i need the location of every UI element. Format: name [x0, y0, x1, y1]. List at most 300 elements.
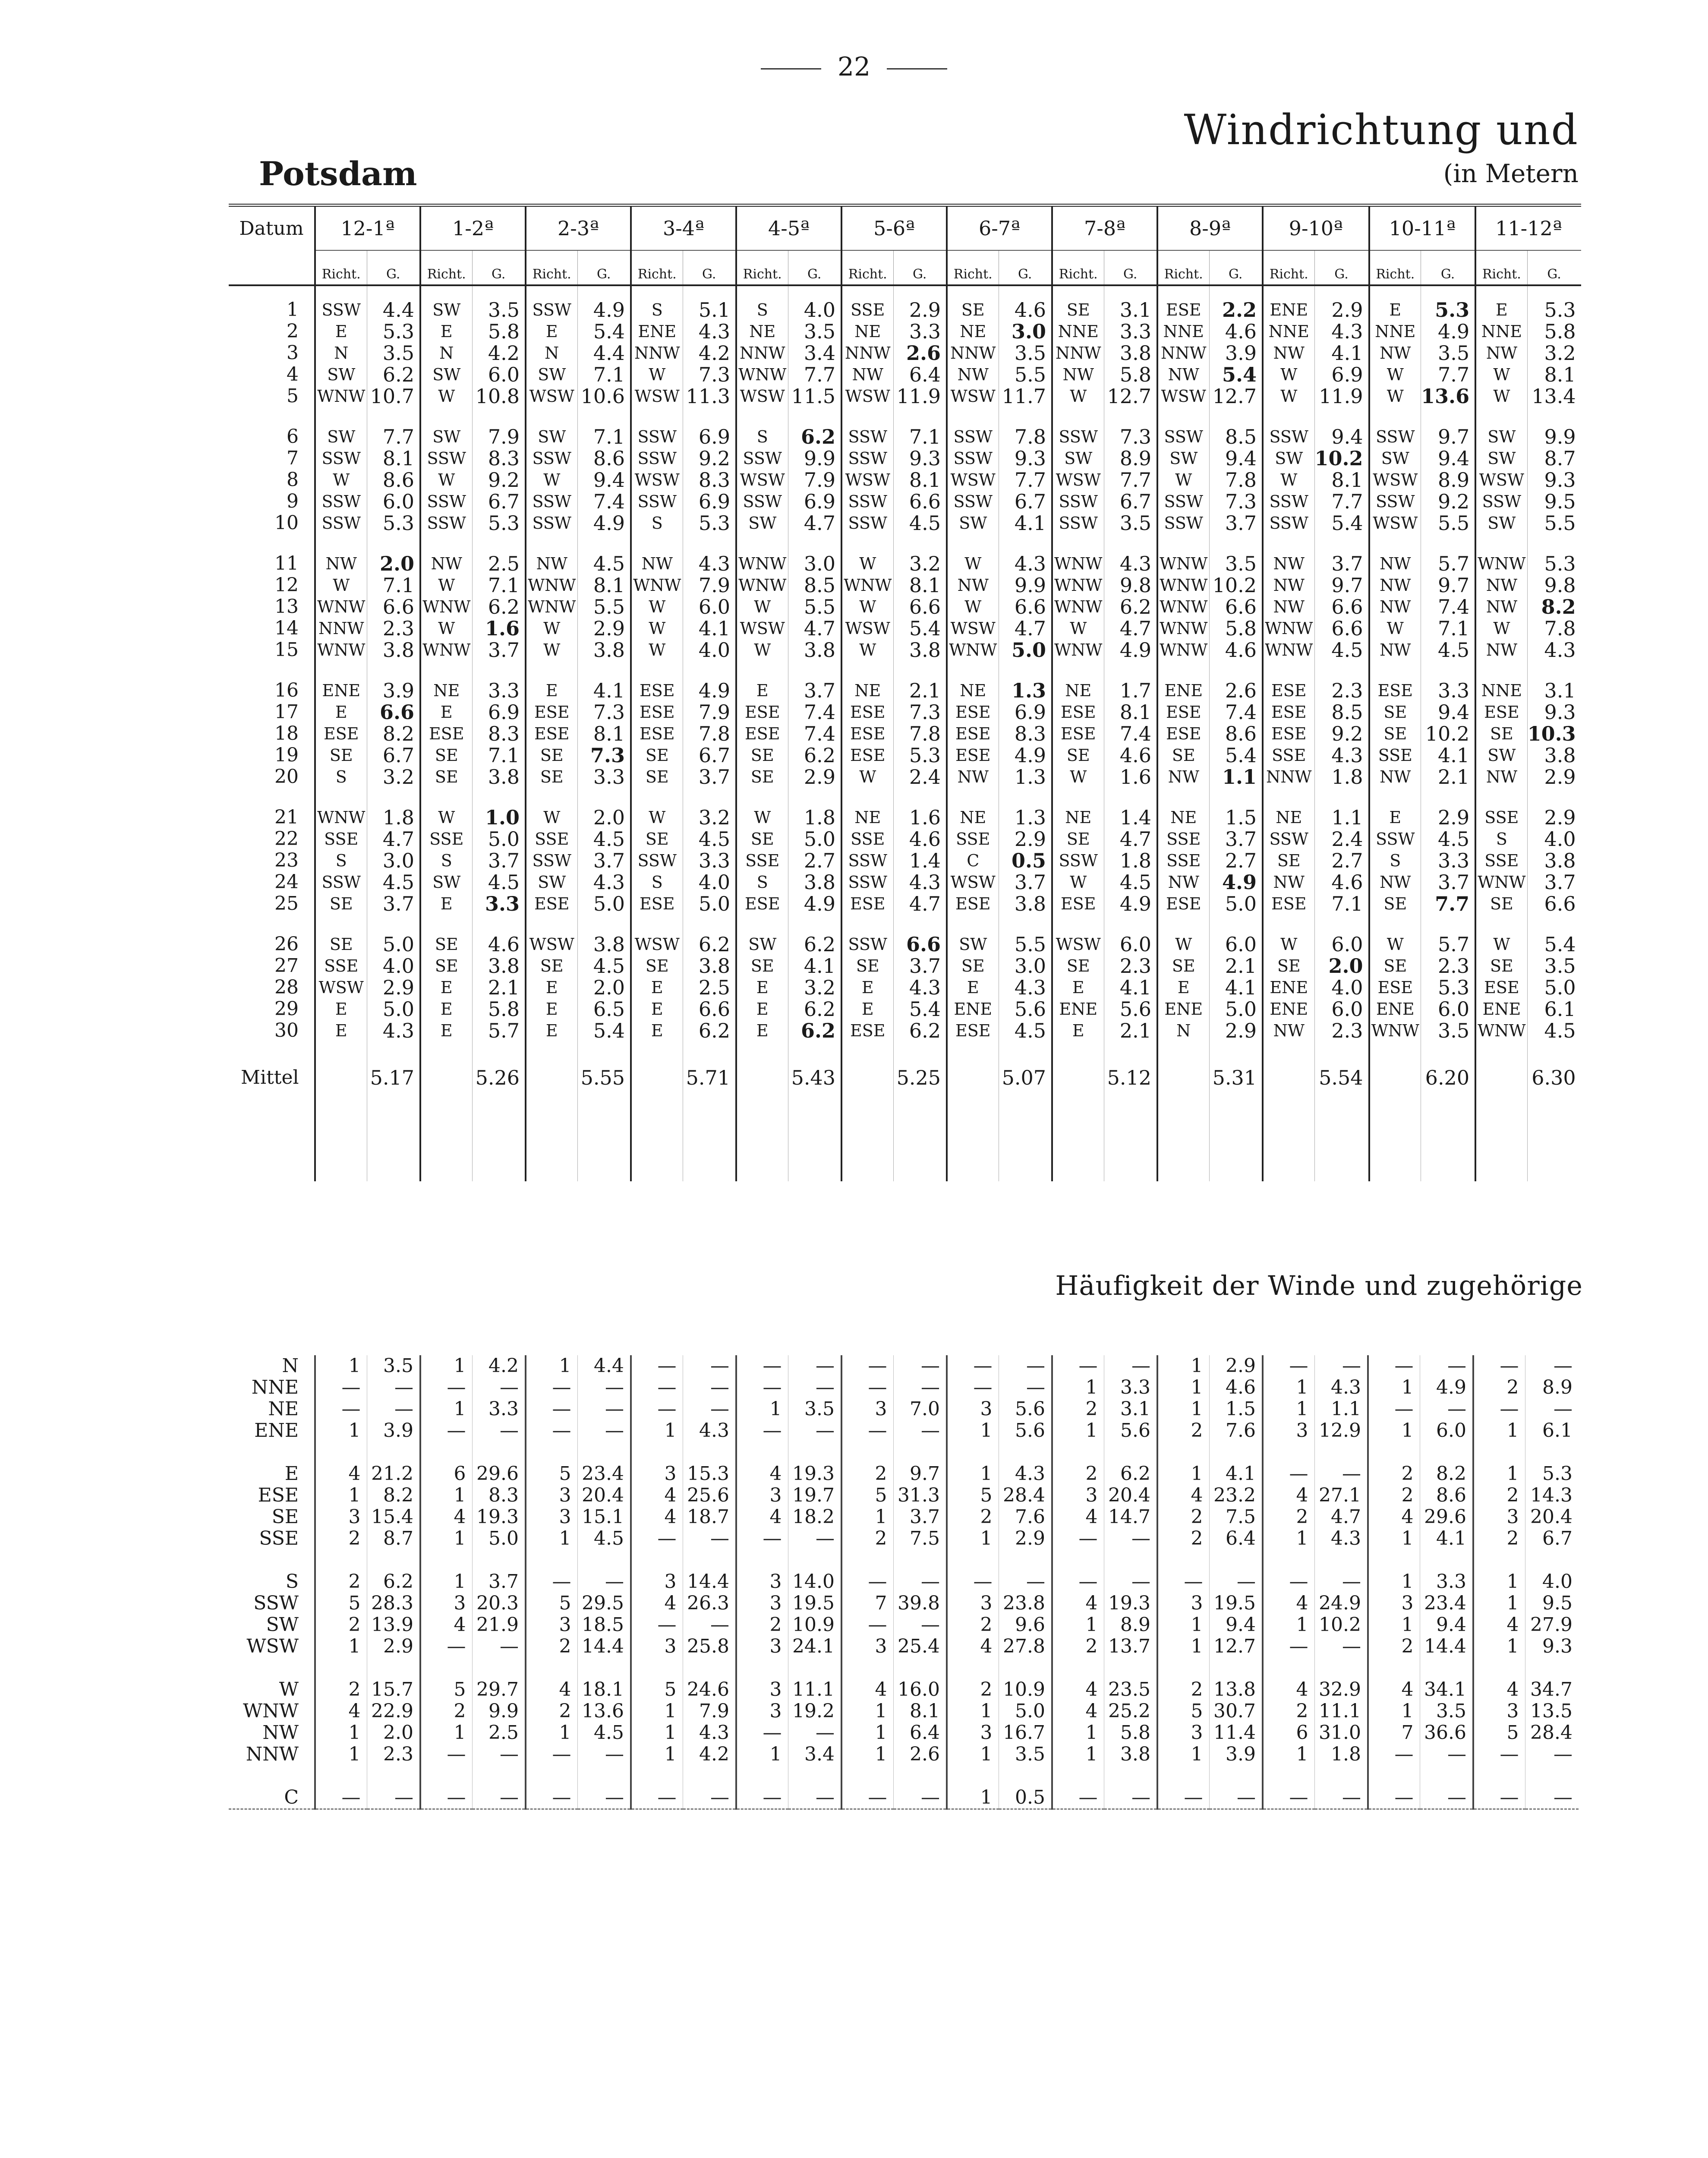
gap-cell	[1475, 915, 1527, 934]
wind-speed: 7.9	[683, 701, 736, 723]
wind-direction: WNW	[736, 553, 788, 574]
wind-speed-sum: —	[683, 1355, 736, 1377]
wind-speed: 7.3	[1209, 491, 1263, 512]
wind-speed: 4.0	[683, 871, 736, 893]
wind-speed: 3.8	[893, 639, 947, 661]
wind-count: 3	[631, 1636, 683, 1657]
wind-count: 2	[315, 1679, 367, 1701]
wind-speed: 4.1	[1209, 977, 1263, 998]
wind-direction: W	[1369, 385, 1421, 407]
wind-speed: 3.7	[577, 850, 631, 871]
wind-speed: 3.8	[999, 893, 1052, 915]
wind-direction: NE	[947, 321, 999, 342]
wind-direction: SE	[315, 934, 367, 955]
wind-count: 4	[1052, 1593, 1104, 1614]
wind-direction: W	[315, 574, 367, 596]
wind-speed-sum: —	[683, 1377, 736, 1398]
wind-count: 1	[1052, 1420, 1104, 1442]
wind-speed: 3.8	[788, 871, 841, 893]
wind-speed: 6.2	[788, 426, 841, 448]
wind-speed: 3.0	[367, 850, 420, 871]
wind-count: —	[315, 1398, 367, 1420]
group-gap	[229, 1765, 1579, 1787]
wind-speed-sum: 10.9	[999, 1679, 1052, 1701]
wind-speed-sum: —	[788, 1355, 841, 1377]
speed-subheader: G.	[367, 250, 420, 285]
wind-speed: 4.6	[472, 934, 526, 955]
wind-speed: 1.6	[1104, 766, 1157, 788]
wind-speed-sum: —	[472, 1636, 526, 1657]
wind-direction-label: NNE	[251, 1377, 299, 1398]
wind-direction: SSW	[1369, 828, 1421, 850]
wind-speed-sum: 18.2	[788, 1506, 841, 1528]
wind-direction: WSW	[1369, 512, 1421, 534]
wind-speed: 2.4	[1314, 828, 1369, 850]
wind-direction: E	[315, 998, 367, 1020]
wind-direction: SSW	[1052, 426, 1104, 448]
wind-speed: 4.4	[577, 342, 631, 364]
mean-spacer	[736, 1060, 788, 1095]
wind-speed: 5.8	[472, 321, 526, 342]
tail-cell	[577, 1095, 631, 1181]
wind-speed: 4.7	[788, 512, 841, 534]
wind-speed: 3.2	[893, 553, 947, 574]
wind-direction: ESE	[841, 723, 893, 745]
wind-speed: 5.5	[999, 934, 1052, 955]
wind-speed-sum: 32.9	[1314, 1679, 1368, 1701]
wind-direction: E	[1369, 285, 1421, 321]
wind-speed: 4.9	[577, 512, 631, 534]
wind-count: 3	[841, 1636, 893, 1657]
wind-count: 2	[1368, 1463, 1420, 1485]
wind-direction: WNW	[1052, 639, 1104, 661]
wind-speed-sum: —	[893, 1420, 947, 1442]
wind-count: 1	[841, 1506, 893, 1528]
wind-direction: E	[631, 977, 683, 998]
wind-direction: SE	[420, 934, 472, 955]
tail-cell	[1314, 1095, 1369, 1181]
wind-direction: SW	[420, 871, 472, 893]
wind-direction: NNW	[1052, 342, 1104, 364]
wind-speed-sum: 3.5	[367, 1355, 420, 1377]
wind-count: 2	[736, 1614, 788, 1636]
wind-direction: WSW	[736, 618, 788, 639]
wind-direction: SSW	[1052, 850, 1104, 871]
day-number: 3	[287, 342, 299, 364]
wind-direction: W	[420, 385, 472, 407]
wind-direction: ESE	[631, 893, 683, 915]
wind-direction: W	[1475, 618, 1527, 639]
wind-speed: 3.7	[893, 955, 947, 977]
wind-direction: E	[420, 998, 472, 1020]
wind-speed: 4.1	[683, 618, 736, 639]
wind-speed-sum: 14.7	[1104, 1506, 1157, 1528]
wind-speed-sum: 23.5	[1104, 1679, 1157, 1701]
wind-direction: WSW	[1052, 469, 1104, 491]
wind-count: 3	[947, 1722, 999, 1744]
wind-speed: 9.7	[1421, 426, 1476, 448]
wind-speed: 4.7	[1104, 618, 1157, 639]
wind-speed-sum: 3.3	[1104, 1377, 1157, 1398]
wind-speed-sum: 24.6	[683, 1679, 736, 1701]
wind-speed: 3.8	[1527, 745, 1581, 766]
mean-value: 5.12	[1104, 1060, 1157, 1095]
wind-direction: W	[736, 596, 788, 618]
day-number: 21	[274, 807, 299, 828]
wind-direction: WNW	[315, 807, 367, 828]
wind-speed: 4.0	[367, 955, 420, 977]
wind-direction: W	[1475, 385, 1527, 407]
gap-cell	[1157, 915, 1209, 934]
wind-count: 1	[1263, 1744, 1314, 1765]
gap-cell	[1104, 915, 1157, 934]
wind-speed: 6.2	[788, 998, 841, 1020]
wind-speed: 3.3	[472, 680, 526, 701]
gap-cell	[1527, 534, 1581, 553]
wind-speed-sum: —	[1420, 1355, 1473, 1377]
wind-speed: 3.5	[999, 342, 1052, 364]
date-header: Datum	[239, 218, 304, 240]
wind-speed: 7.8	[1527, 618, 1581, 639]
wind-speed-sum: 12.9	[1314, 1420, 1368, 1442]
gap-cell	[1314, 1041, 1369, 1060]
wind-direction: SE	[526, 955, 577, 977]
wind-speed-sum: 19.3	[788, 1463, 841, 1485]
day-number: 8	[287, 469, 299, 491]
wind-count: 1	[631, 1722, 683, 1744]
direction-subheader: Richt.	[526, 250, 577, 285]
wind-direction: SW	[526, 426, 577, 448]
gap-cell	[736, 1442, 788, 1463]
wind-speed: 3.0	[999, 321, 1052, 342]
wind-speed: 1.3	[999, 807, 1052, 828]
gap-cell	[1157, 1442, 1209, 1463]
gap-cell	[947, 1657, 999, 1679]
wind-direction: SSE	[1475, 807, 1527, 828]
wind-speed-sum: 5.0	[472, 1528, 526, 1549]
wind-speed-sum: —	[577, 1377, 631, 1398]
wind-direction: NNE	[1052, 321, 1104, 342]
wind-direction: SE	[526, 745, 577, 766]
wind-speed-sum: —	[788, 1377, 841, 1398]
wind-speed: 2.6	[1209, 680, 1263, 701]
wind-speed-sum: 5.3	[1525, 1463, 1579, 1485]
wind-direction: NW	[420, 553, 472, 574]
gap-cell	[1263, 661, 1314, 680]
gap-cell	[315, 534, 367, 553]
wind-speed-sum: 39.8	[893, 1593, 947, 1614]
wind-count: 3	[631, 1571, 683, 1593]
gap-cell	[1209, 788, 1263, 807]
wind-speed-sum: 14.0	[788, 1571, 841, 1593]
wind-speed: 7.9	[683, 574, 736, 596]
speed-subheader: G.	[893, 250, 947, 285]
wind-count: —	[420, 1787, 472, 1809]
wind-direction: ESE	[420, 723, 472, 745]
wind-speed: 1.3	[999, 766, 1052, 788]
wind-count: 1	[1473, 1571, 1525, 1593]
tail-cell	[999, 1095, 1052, 1181]
gap-cell	[683, 1765, 736, 1787]
wind-speed-sum: 20.3	[472, 1593, 526, 1614]
wind-speed: 2.7	[788, 850, 841, 871]
wind-speed: 7.7	[1314, 491, 1369, 512]
wind-direction: W	[1052, 385, 1104, 407]
wind-speed: 4.2	[472, 342, 526, 364]
tail-cell	[893, 1095, 947, 1181]
wind-speed-sum: 24.9	[1314, 1593, 1368, 1614]
wind-direction-label: E	[284, 1463, 299, 1485]
gap-cell	[736, 1041, 788, 1060]
wind-direction: NW	[526, 553, 577, 574]
mean-value: 5.71	[683, 1060, 736, 1095]
wind-direction: WSW	[1052, 934, 1104, 955]
wind-speed: 2.9	[893, 285, 947, 321]
wind-speed: 5.0	[1209, 893, 1263, 915]
wind-speed: 13.4	[1527, 385, 1581, 407]
gap-cell	[315, 407, 367, 426]
gap-cell	[1104, 1041, 1157, 1060]
table-row	[229, 596, 1581, 618]
wind-speed-sum: 6.2	[1104, 1463, 1157, 1485]
group-gap	[229, 407, 1581, 426]
wind-speed-sum: 2.9	[1209, 1355, 1263, 1377]
wind-direction: ESE	[947, 745, 999, 766]
mean-spacer	[315, 1060, 367, 1095]
wind-count: 2	[1157, 1679, 1209, 1701]
gap-cell	[841, 407, 893, 426]
tail-cell	[1157, 1095, 1209, 1181]
wind-count: —	[1473, 1398, 1525, 1420]
wind-count: 1	[947, 1463, 999, 1485]
wind-direction: ENE	[1263, 977, 1314, 998]
wind-direction: W	[631, 618, 683, 639]
gap-cell	[788, 1442, 841, 1463]
wind-count: —	[631, 1787, 683, 1809]
wind-direction: ESE	[1157, 285, 1209, 321]
gap-cell	[1052, 1442, 1104, 1463]
wind-speed: 8.9	[1421, 469, 1476, 491]
gap-cell	[1527, 915, 1581, 934]
wind-speed: 2.0	[1314, 955, 1369, 977]
wind-count: —	[1263, 1355, 1314, 1377]
wind-speed: 1.8	[1314, 766, 1369, 788]
gap-cell	[736, 915, 788, 934]
mean-spacer	[1052, 1060, 1104, 1095]
wind-speed: 3.8	[472, 766, 526, 788]
wind-direction: NNW	[947, 342, 999, 364]
day-number: 15	[274, 639, 299, 661]
wind-speed: 7.8	[999, 426, 1052, 448]
wind-speed: 5.6	[1104, 998, 1157, 1020]
wind-speed: 7.4	[1209, 701, 1263, 723]
wind-speed: 2.1	[472, 977, 526, 998]
gap-cell	[367, 407, 420, 426]
gap-cell	[229, 788, 315, 807]
wind-speed: 6.6	[1527, 893, 1581, 915]
gap-cell	[631, 1657, 683, 1679]
wind-count: 1	[1368, 1614, 1420, 1636]
wind-direction: SW	[315, 426, 367, 448]
wind-count: 1	[947, 1744, 999, 1765]
wind-speed: 2.9	[1421, 807, 1476, 828]
wind-speed-sum: —	[1104, 1355, 1157, 1377]
wind-speed: 4.1	[1104, 977, 1157, 998]
day-number: 13	[274, 596, 299, 618]
wind-speed-sum: —	[1420, 1744, 1473, 1765]
wind-direction: SSE	[1263, 745, 1314, 766]
mean-value: 5.54	[1314, 1060, 1369, 1095]
wind-speed-sum: 4.3	[683, 1722, 736, 1744]
wind-count: 3	[1473, 1506, 1525, 1528]
wind-speed: 5.1	[683, 285, 736, 321]
gap-cell	[315, 1765, 367, 1787]
table-row	[229, 1020, 1581, 1041]
tail-cell	[420, 1095, 472, 1181]
wind-direction: E	[420, 1020, 472, 1041]
wind-direction: W	[736, 807, 788, 828]
speed-subheader: G.	[577, 250, 631, 285]
wind-speed-sum: —	[1420, 1787, 1473, 1809]
wind-speed-sum: —	[367, 1377, 420, 1398]
wind-speed-sum: 18.7	[683, 1506, 736, 1528]
wind-speed: 9.7	[1314, 574, 1369, 596]
wind-speed: 12.7	[1104, 385, 1157, 407]
mean-value: 5.31	[1209, 1060, 1263, 1095]
gap-cell	[1421, 788, 1476, 807]
wind-speed: 8.1	[893, 469, 947, 491]
gap-cell	[526, 788, 577, 807]
gap-cell	[999, 1765, 1052, 1787]
tail-cell	[1421, 1095, 1476, 1181]
gap-cell	[577, 1657, 631, 1679]
wind-count: 3	[1368, 1593, 1420, 1614]
wind-count: 4	[1052, 1506, 1104, 1528]
gap-cell	[841, 1657, 893, 1679]
wind-count: 1	[1368, 1528, 1420, 1549]
wind-speed: 2.9	[1527, 766, 1581, 788]
gap-cell	[683, 1041, 736, 1060]
wind-direction: SE	[315, 745, 367, 766]
wind-speed: 4.9	[577, 285, 631, 321]
wind-direction-label: S	[285, 1571, 299, 1593]
wind-count: 1	[1052, 1722, 1104, 1744]
wind-speed: 3.7	[999, 871, 1052, 893]
wind-speed: 6.0	[1104, 934, 1157, 955]
wind-speed-sum: 8.9	[1104, 1614, 1157, 1636]
wind-direction: SSE	[420, 828, 472, 850]
wind-speed: 5.0	[1527, 977, 1581, 998]
wind-speed: 6.0	[1421, 998, 1476, 1020]
gap-cell	[841, 534, 893, 553]
wind-count: 4	[631, 1506, 683, 1528]
wind-direction: SW	[1475, 512, 1527, 534]
wind-count: —	[1263, 1636, 1314, 1657]
wind-speed: 4.9	[1421, 321, 1476, 342]
wind-count: 2	[1052, 1398, 1104, 1420]
table-row	[229, 850, 1581, 871]
gap-cell	[999, 534, 1052, 553]
wind-speed: 2.2	[1209, 285, 1263, 321]
wind-count: —	[420, 1377, 472, 1398]
wind-count: 1	[1157, 1463, 1209, 1485]
hour-header: 2-3ª	[526, 205, 631, 251]
wind-direction: SSW	[841, 512, 893, 534]
wind-speed: 4.9	[1104, 639, 1157, 661]
wind-speed: 4.9	[1104, 893, 1157, 915]
table-row	[229, 893, 1581, 915]
wind-speed: 5.4	[577, 321, 631, 342]
wind-speed: 10.6	[577, 385, 631, 407]
wind-speed-sum: 2.0	[367, 1722, 420, 1744]
wind-direction: W	[947, 596, 999, 618]
wind-direction: SE	[1369, 893, 1421, 915]
wind-count: 3	[1263, 1420, 1314, 1442]
wind-speed: 5.3	[683, 512, 736, 534]
mean-spacer	[841, 1060, 893, 1095]
wind-count: 6	[420, 1463, 472, 1485]
wind-count: 3	[631, 1463, 683, 1485]
wind-direction: S	[420, 850, 472, 871]
wind-direction: NW	[1263, 596, 1314, 618]
wind-speed-sum: 3.3	[1420, 1571, 1473, 1593]
gap-cell	[229, 1041, 315, 1060]
wind-speed-sum: 9.4	[1209, 1614, 1263, 1636]
wind-direction: SSW	[526, 285, 577, 321]
wind-direction: S	[736, 426, 788, 448]
wind-speed: 5.0	[472, 828, 526, 850]
wind-speed: 8.5	[1314, 701, 1369, 723]
direction-subheader: Richt.	[420, 250, 472, 285]
wind-count: 2	[1473, 1485, 1525, 1506]
gap-cell	[1475, 534, 1527, 553]
wind-speed-sum: —	[1314, 1571, 1368, 1593]
wind-direction: SE	[1369, 723, 1421, 745]
day-number: 28	[274, 977, 299, 998]
wind-speed: 4.0	[1527, 828, 1581, 850]
wind-speed-sum: 21.2	[367, 1463, 420, 1485]
wind-speed: 3.7	[472, 639, 526, 661]
wind-direction: WSW	[526, 385, 577, 407]
wind-direction: W	[631, 364, 683, 385]
wind-speed: 5.0	[1209, 998, 1263, 1020]
wind-direction: SSW	[1263, 426, 1314, 448]
gap-cell	[1052, 1765, 1104, 1787]
wind-direction: SW	[947, 512, 999, 534]
wind-direction: ENE	[1263, 998, 1314, 1020]
gap-cell	[893, 407, 947, 426]
gap-cell	[1369, 915, 1421, 934]
wind-count: 3	[736, 1571, 788, 1593]
wind-speed-sum: —	[893, 1787, 947, 1809]
hour-header-row	[229, 205, 1581, 251]
frequency-row	[229, 1636, 1579, 1657]
wind-speed-sum: 3.9	[367, 1420, 420, 1442]
mean-label: Mittel	[241, 1066, 299, 1088]
wind-direction: SW	[1475, 426, 1527, 448]
wind-speed: 6.2	[893, 1020, 947, 1041]
day-number: 12	[274, 574, 299, 596]
wind-speed: 3.8	[1527, 850, 1581, 871]
wind-speed: 7.1	[1421, 618, 1476, 639]
wind-direction: ESE	[1369, 680, 1421, 701]
wind-direction: WSW	[631, 934, 683, 955]
wind-speed: 7.1	[1314, 893, 1369, 915]
wind-count: 3	[526, 1485, 577, 1506]
wind-speed: 3.8	[1104, 342, 1157, 364]
gap-cell	[1104, 1549, 1157, 1571]
gap-cell	[526, 1041, 577, 1060]
